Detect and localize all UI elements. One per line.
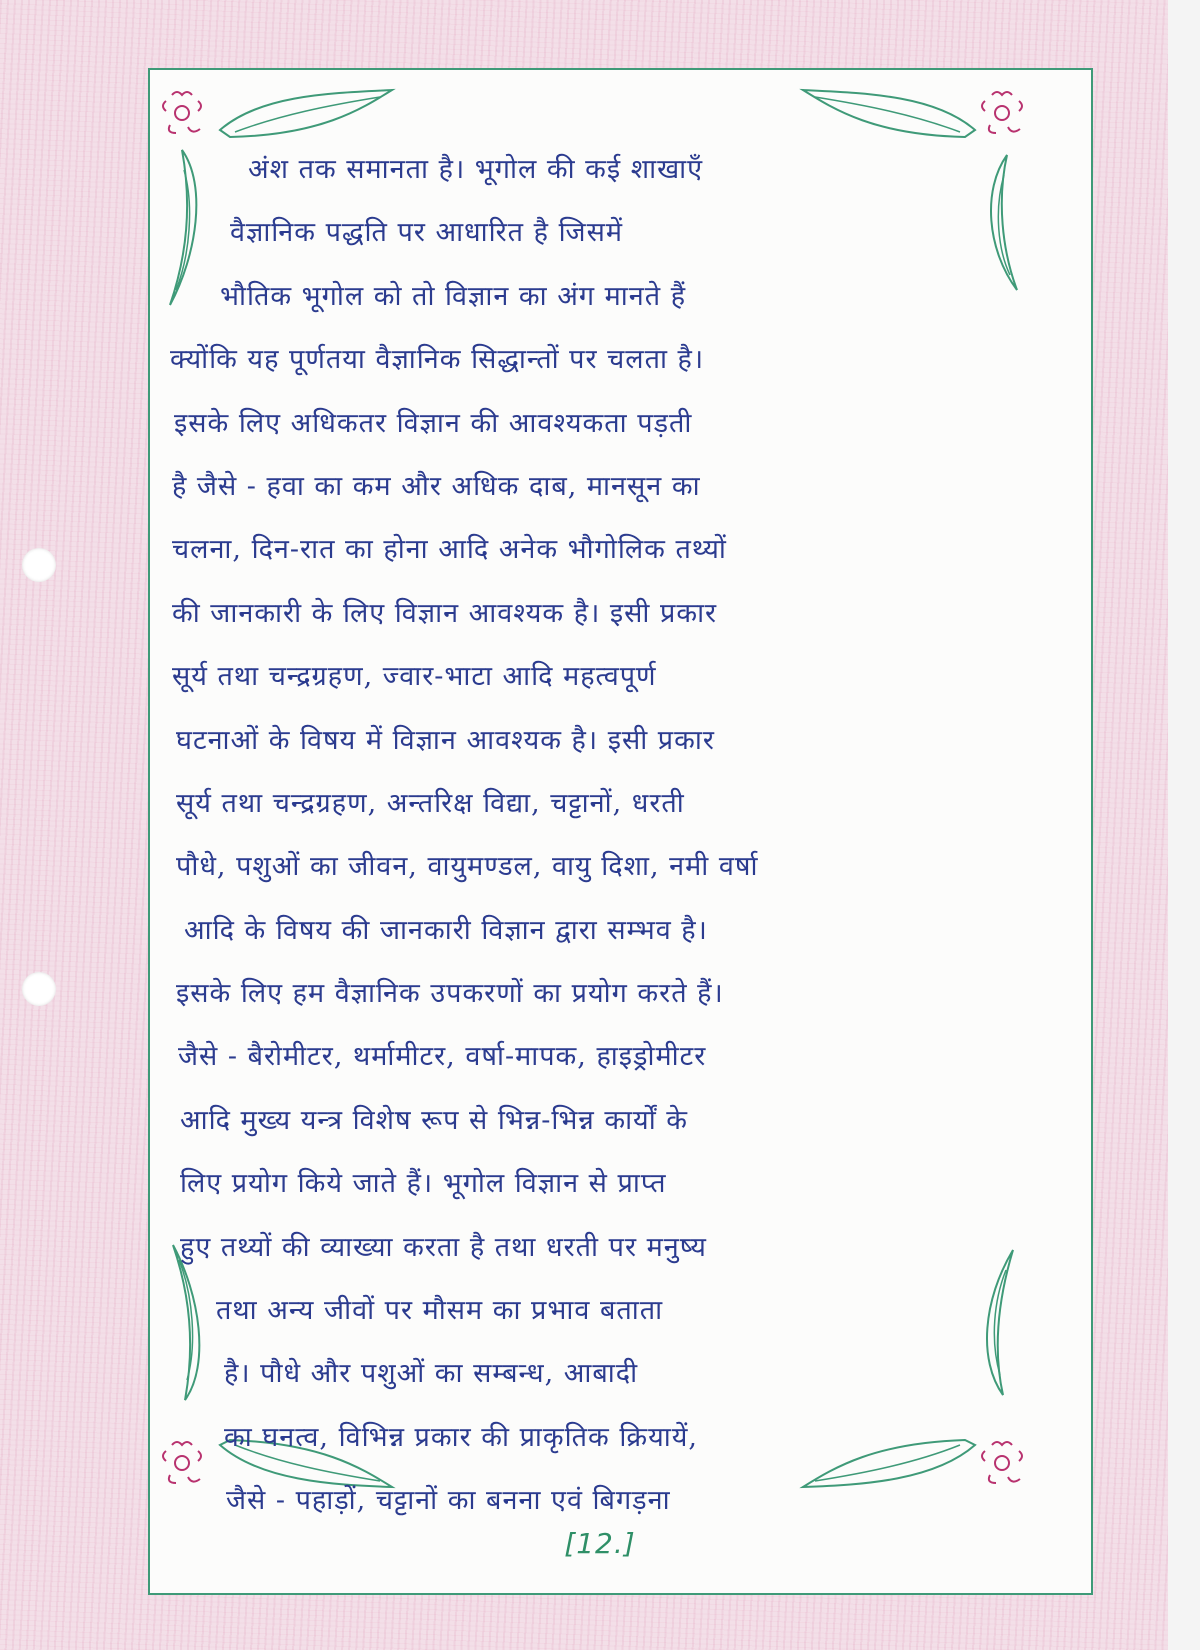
text-line: जैसे - बैरोमीटर, थर्मामीटर, वर्षा-मापक, हाइड्रोमीटर	[178, 1041, 707, 1073]
text-line: सूर्य तथा चन्द्रग्रहण, ज्वार-भाटा आदि महत्वपूर्ण	[172, 661, 657, 693]
handwritten-text-block	[168, 138, 1073, 1533]
text-line: हुए तथ्यों की व्याख्या करता है तथा धरती पर मनुष्य	[180, 1231, 707, 1263]
text-line: लिए प्रयोग किये जाते हैं। भूगोल विज्ञान से प्राप्त	[180, 1168, 667, 1200]
scan-margin	[1168, 0, 1200, 1650]
text-line: भौतिक भूगोल को तो विज्ञान का अंग मानते हैं	[220, 280, 687, 312]
text-line: जैसे - पहाड़ों, चट्टानों का बनना एवं बिगड़ना	[226, 1485, 671, 1517]
punch-hole-bottom	[22, 972, 56, 1006]
text-line: इसके लिए अधिकतर विज्ञान की आवश्यकता पड़ती	[174, 407, 693, 439]
text-line: अंश तक समानता है। भूगोल की कई शाखाएँ	[248, 154, 704, 185]
text-line: तथा अन्य जीवों पर मौसम का प्रभाव बताता	[216, 1295, 664, 1327]
text-line: की जानकारी के लिए विज्ञान आवश्यक है। इसी प्रकार	[172, 597, 718, 629]
text-line: सूर्य तथा चन्द्रग्रहण, अन्तरिक्ष विद्या, चट्टानों, धरती	[176, 787, 685, 819]
text-line: आदि मुख्य यन्त्र विशेष रूप से भिन्न-भिन्न कार्यों के	[180, 1104, 689, 1136]
top-right-flower-icon	[982, 92, 1022, 133]
text-line: पौधे, पशुओं का जीवन, वायुमण्डल, वायु दिशा, नमी वर्षा	[176, 851, 759, 883]
text-line: इसके लिए हम वैज्ञानिक उपकरणों का प्रयोग करते हैं।	[176, 978, 724, 1010]
text-line: क्योंकि यह पूर्णतया वैज्ञानिक सिद्धान्तों पर चलता है।	[170, 344, 705, 376]
page-number: [12.]	[564, 1527, 636, 1560]
text-line: आदि के विषय की जानकारी विज्ञान द्वारा सम्भव है।	[184, 914, 708, 946]
text-line: है जैसे - हवा का कम और अधिक दाब, मानसून का	[172, 470, 701, 502]
text-line: वैज्ञानिक पद्धति पर आधारित है जिसमें	[230, 217, 623, 249]
top-left-flower-icon	[163, 92, 201, 133]
text-line: का घनत्व, विभिन्न प्रकार की प्राकृतिक क्रियायें,	[224, 1421, 698, 1453]
text-line: चलना, दिन-रात का होना आदि अनेक भौगोलिक तथ्यों	[172, 534, 727, 566]
text-line: है। पौधे और पशुओं का सम्बन्ध, आबादी	[224, 1358, 639, 1390]
text-line: घटनाओं के विषय में विज्ञान आवश्यक है। इसी प्रकार	[176, 724, 715, 756]
punch-hole-top	[22, 548, 56, 582]
